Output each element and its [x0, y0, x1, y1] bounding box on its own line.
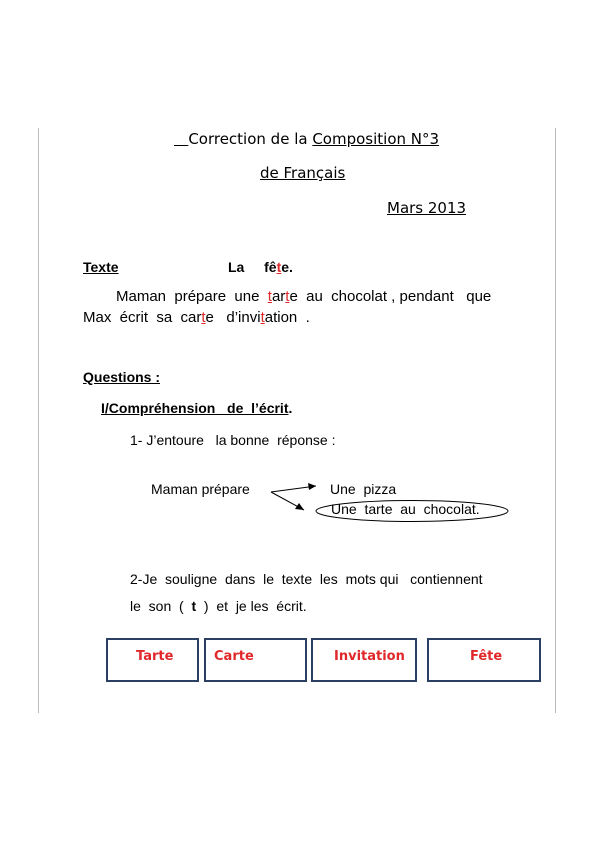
texte-line1-c: e au chocolat , pendant que — [289, 288, 492, 305]
section-title-dot: . — [288, 400, 293, 416]
texte-line2-c: ation . — [264, 309, 310, 326]
texte-line2-a: Max écrit sa car — [83, 309, 202, 326]
texte-label: Texte — [83, 259, 119, 275]
question-1: 1- J’entoure la bonne réponse : — [130, 432, 336, 448]
page-subtitle: de Français — [260, 164, 346, 182]
q1-option-1: Une pizza — [330, 481, 397, 497]
page-title — [174, 130, 439, 148]
questions-label: Questions : — [83, 369, 161, 385]
title-prefix — [174, 130, 188, 148]
texte-title-b1: fê — [264, 259, 277, 275]
answer-box-1 — [106, 638, 199, 682]
answer-text-4: Fête — [470, 649, 503, 664]
texte-line2-t2: t — [260, 309, 265, 326]
answer-box-3 — [311, 638, 417, 682]
texte-line1-b: ar — [271, 288, 286, 305]
answer-box-4 — [427, 638, 541, 682]
texte-title-b2: e. — [281, 259, 293, 275]
left-margin-line — [38, 128, 39, 713]
question-2-line-1: 2-Je souligne dans le texte les mots qui contiennent — [130, 571, 483, 587]
texte-title — [228, 259, 293, 275]
arrow-head-1 — [308, 483, 316, 490]
answer-text-3: Invitation — [334, 649, 405, 664]
texte-title-t: t — [276, 259, 282, 275]
q1-stem: Maman prépare — [151, 481, 250, 497]
q2-line2-a: le son ( — [130, 598, 192, 614]
title-prefix-text: Correction de la — [188, 130, 313, 148]
section-title-text: I/Compréhension de l’écrit — [101, 400, 289, 416]
answer-text-2: Carte — [214, 649, 254, 664]
title-suffix: Composition N°3 — [312, 130, 440, 148]
texte-title-a: La — [228, 259, 245, 275]
texte-line1-t1: t — [267, 288, 272, 305]
texte-line1-a: Maman prépare une — [116, 288, 268, 305]
q2-line2-t: t — [191, 598, 197, 614]
q2-line2-b: ) et je les écrit. — [196, 598, 307, 614]
date: Mars 2013 — [387, 199, 467, 217]
answer-box-2 — [204, 638, 307, 682]
section-title — [101, 400, 292, 416]
arrow-head-2 — [295, 503, 304, 510]
texte-line-1 — [116, 288, 491, 305]
texte-line2-t: t — [201, 309, 206, 326]
texte-line1-t2: t — [285, 288, 290, 305]
texte-line2-b: e d’invi — [205, 309, 261, 326]
texte-line-2 — [83, 309, 310, 326]
right-margin-line — [555, 128, 556, 713]
q1-option-2: Une tarte au chocolat. — [331, 501, 480, 517]
question-2-line-2 — [130, 598, 307, 614]
answer-text-1: Tarte — [136, 649, 174, 664]
